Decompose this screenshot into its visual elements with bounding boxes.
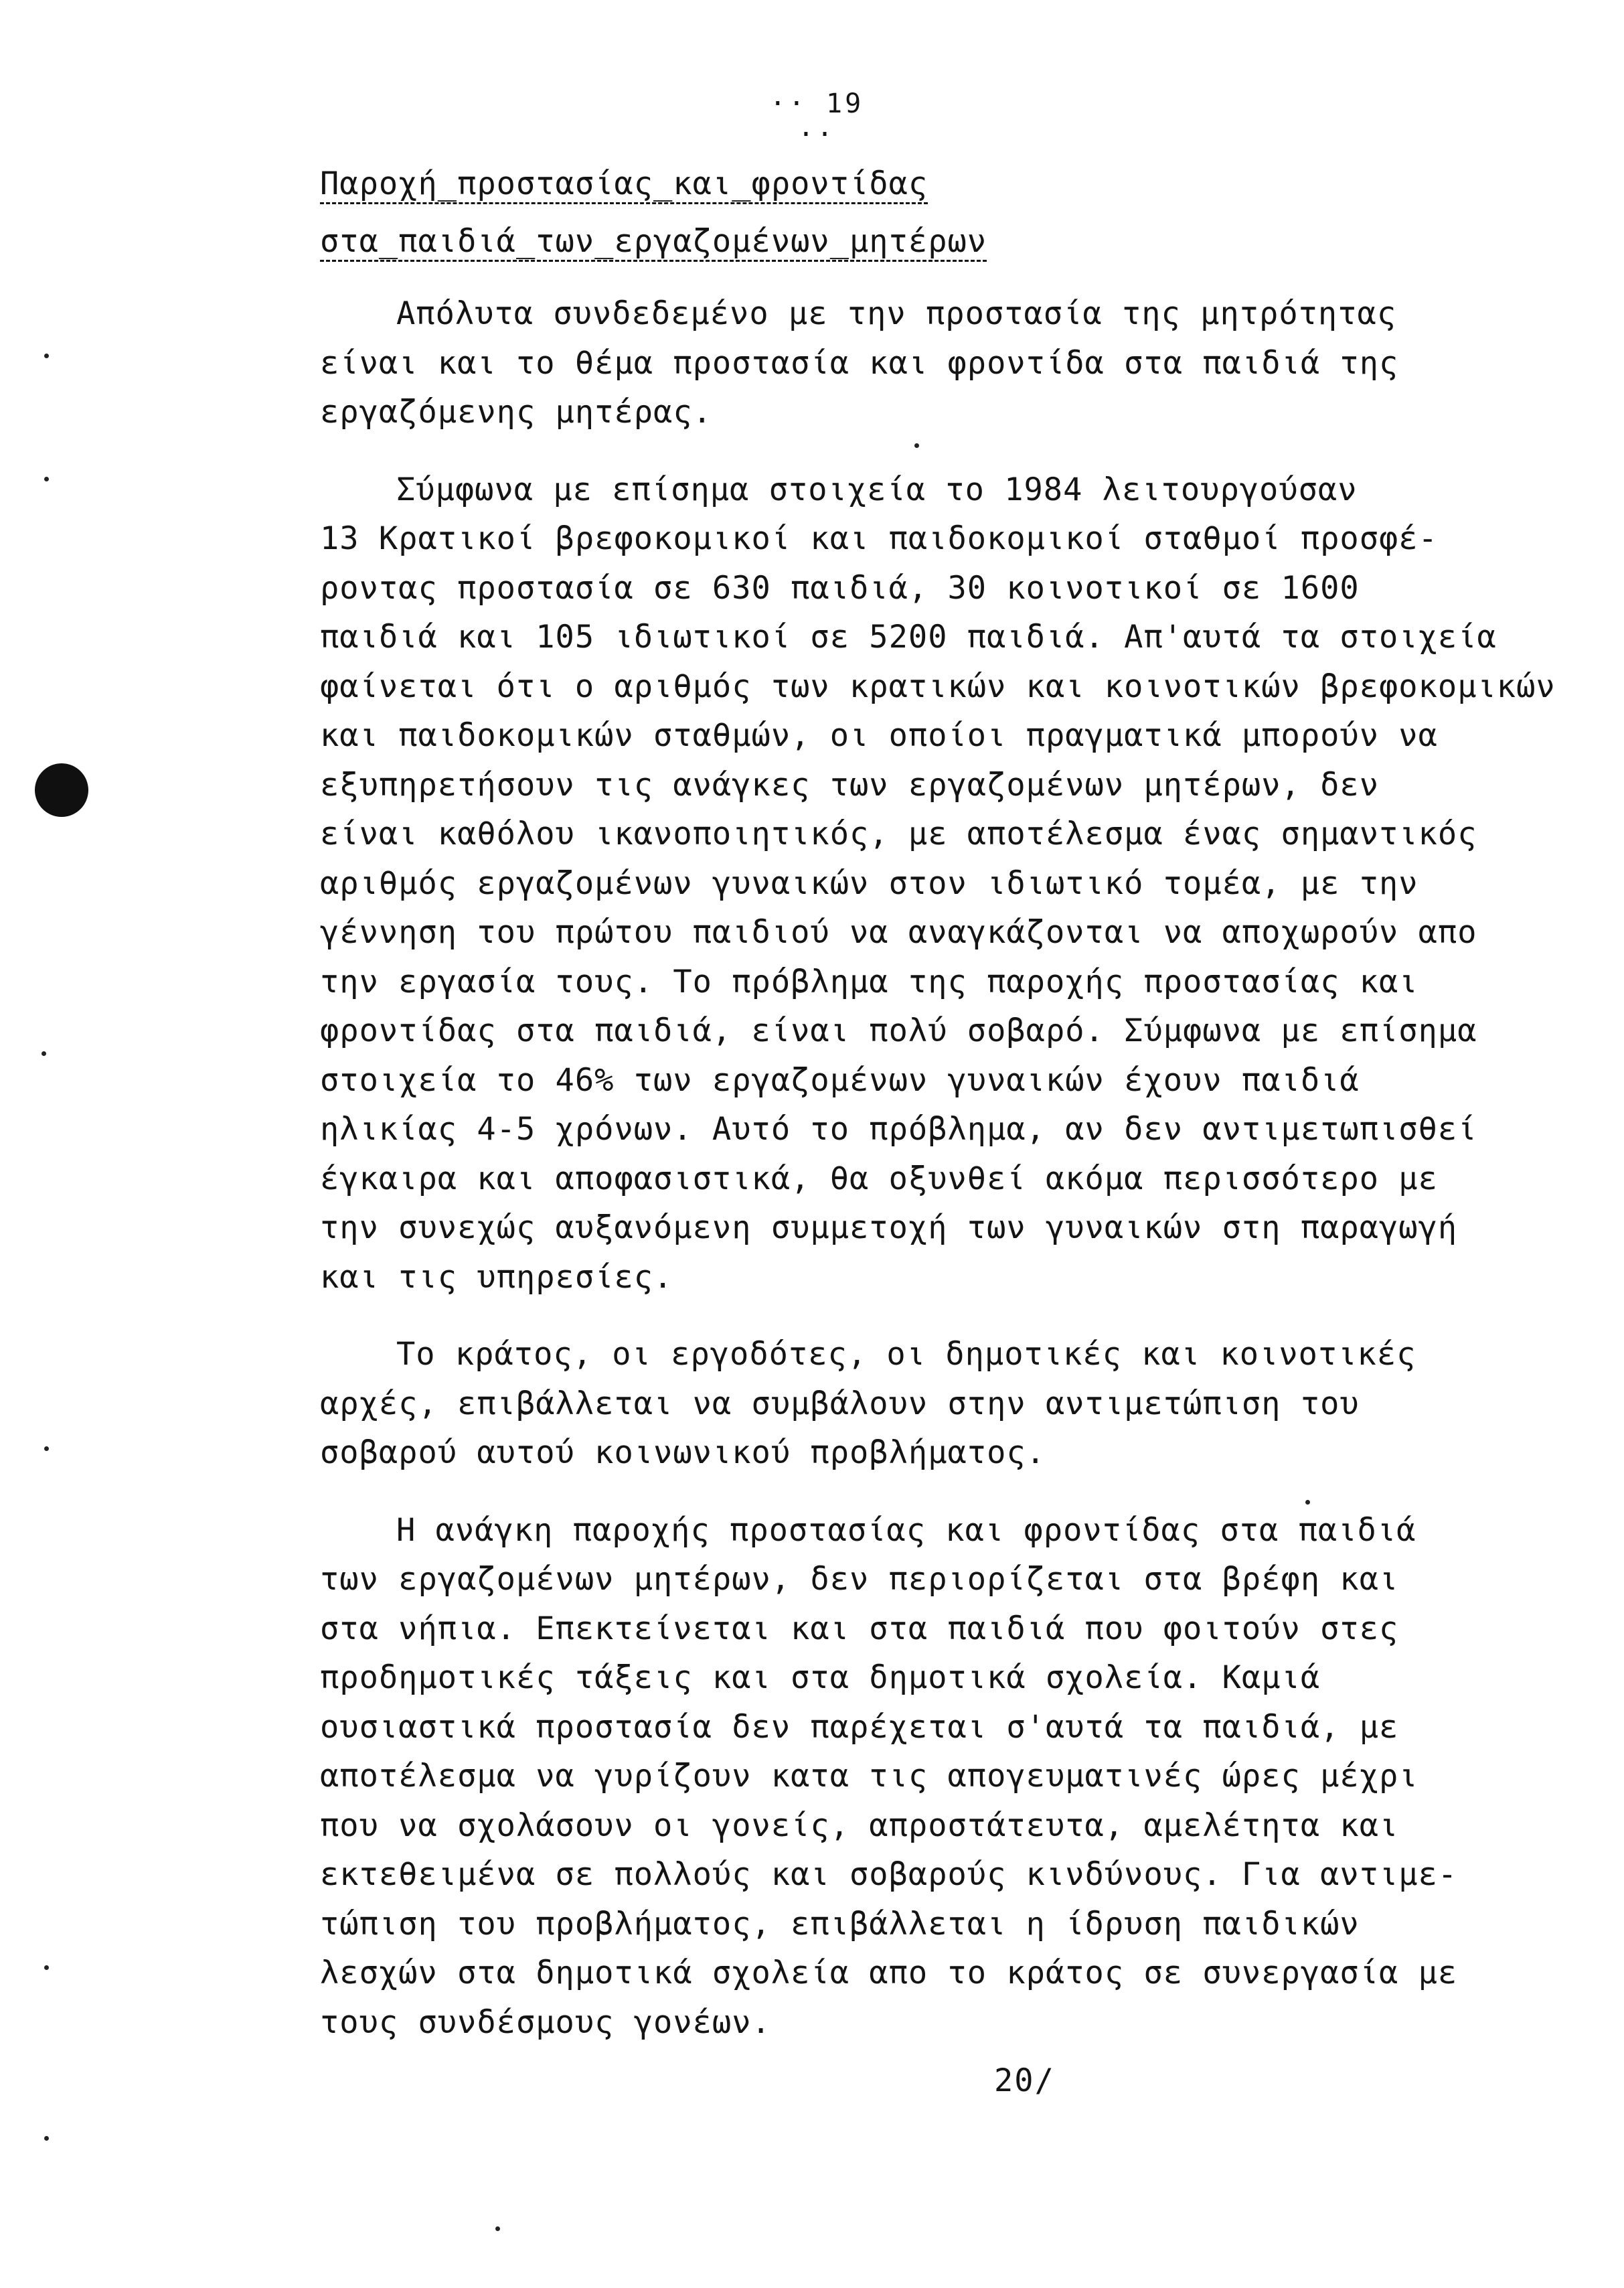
text-line: έγκαιρα και αποφασιστικά, θα οξυνθεί ακόμα περισσότερο με <box>320 1160 1438 1197</box>
text-line: λεσχών στα δημοτικά σχολεία απο το κράτος σε συνεργασία με <box>320 1955 1458 1991</box>
text-line: στα νήπια. Επεκτείνεται και στα παιδιά που φοιτούν στες <box>320 1610 1399 1647</box>
text-line: εκτεθειμένα σε πολλούς και σοβαρούς κινδύνους. Για αντιμε- <box>320 1856 1458 1893</box>
text-line: φροντίδας στα παιδιά, είναι πολύ σοβαρό. Σύμφωνα με επίσημα <box>320 1012 1477 1049</box>
text-line: σοβαρού αυτού κοινωνικού προβλήματος. <box>320 1434 1046 1471</box>
text-line: ουσιαστικά προστασία δεν παρέχεται σ'αυτά τα παιδιά, με <box>320 1708 1399 1746</box>
text-line: αρχές, επιβάλλεται να συμβάλουν στην αντιμετώπιση του <box>320 1385 1360 1422</box>
scan-speck <box>44 1965 49 1970</box>
text-line: αριθμός εργαζομένων γυναικών στον ιδιωτικό τομέα, με την <box>320 864 1418 902</box>
text-line: Το κράτος, οι εργοδότες, οι δημοτικές και κοινοτικές <box>396 1336 1416 1373</box>
text-line: εξυπηρετήσουν τις ανάγκες των εργαζομένων μητέρων, δεν <box>320 766 1380 804</box>
page-number: ·· 19 ·· <box>769 88 864 150</box>
text-line: των εργαζομένων μητέρων, δεν περιορίζεται στα βρέφη και <box>320 1561 1399 1598</box>
paragraph <box>320 465 1556 1302</box>
text-line: γέννηση του πρώτου παιδιού να αναγκάζονται να αποχωρούν απο <box>320 914 1477 951</box>
text-line: Απόλυτα συνδεδεμένο με την προστασία της μητρότητας <box>396 295 1397 332</box>
paragraph <box>320 1330 1525 1478</box>
scan-speck <box>495 2226 500 2231</box>
heading-line-2: στα_παιδιά_των_εργαζομένων_μητέρων <box>320 223 987 260</box>
text-line: φαίνεται ότι ο αριθμός των κρατικών και κοινοτικών βρεφοκομικών <box>320 668 1556 705</box>
text-line: είναι καθόλου ικανοποιητικός, με αποτέλεσμα ένας σημαντικός <box>320 816 1477 852</box>
paragraph <box>320 289 1525 437</box>
text-line: αποτέλεσμα να γυρίζουν κατα τις απογευματινές ώρες μέχρι <box>320 1758 1418 1795</box>
scan-speck <box>914 443 919 448</box>
text-line: τώπιση του προβλήματος, επιβάλλεται η ίδρυση παιδικών <box>320 1905 1360 1942</box>
scan-speck <box>42 1051 46 1056</box>
text-line: που να σχολάσουν οι γονείς, απροστάτευτα, αμελέτητα και <box>320 1807 1399 1844</box>
continuation-marker: 20/ <box>994 2062 1055 2099</box>
text-line: παιδιά και 105 ιδιωτικοί σε 5200 παιδιά. Απ'αυτά τα στοιχεία <box>320 619 1497 656</box>
text-line: και παιδοκομικών σταθμών, οι οποίοι πραγματικά μπορούν να <box>320 717 1438 754</box>
scan-speck <box>44 2136 49 2141</box>
text-line: την συνεχώς αυξανόμενη συμμετοχή των γυναικών στη παραγωγή <box>320 1209 1458 1246</box>
text-line: την εργασία τους. Το πρόβλημα της παροχής προστασίας και <box>320 963 1418 1000</box>
text-line: Σύμφωνα με επίσημα στοιχεία το 1984 λειτουργούσαν <box>396 471 1358 508</box>
paragraph <box>320 1506 1525 2048</box>
text-line: είναι και το θέμα προστασία και φροντίδα στα παιδιά της <box>320 344 1399 382</box>
text-line: εργαζόμενης μητέρας. <box>320 394 712 431</box>
section-heading <box>320 155 987 271</box>
text-line: ροντας προστασία σε 630 παιδιά, 30 κοινοτικοί σε 1600 <box>320 569 1360 607</box>
scan-speck <box>44 354 49 358</box>
text-line: και τις υπηρεσίες. <box>320 1258 673 1296</box>
body-text <box>320 289 1556 2047</box>
heading-line-1: Παροχή_προστασίας_και_φροντίδας <box>320 165 928 202</box>
text-line: στοιχεία το 46% των εργαζομένων γυναικών έχουν παιδιά <box>320 1061 1360 1099</box>
scan-speck <box>44 1446 49 1451</box>
text-line: τους συνδέσμους γονέων. <box>320 2003 771 2041</box>
text-line: προδημοτικές τάξεις και στα δημοτικά σχολεία. Καμιά <box>320 1659 1321 1696</box>
punch-hole-mark <box>35 763 88 817</box>
text-line: ηλικίας 4-5 χρόνων. Αυτό το πρόβλημα, αν δεν αντιμετωπισθεί <box>320 1111 1477 1148</box>
text-line: Η ανάγκη παροχής προστασίας και φροντίδας στα παιδιά <box>396 1511 1416 1549</box>
text-line: 13 Κρατικοί βρεφοκομικοί και παιδοκομικοί σταθμοί προσφέ- <box>320 520 1438 557</box>
scan-speck <box>1305 1500 1310 1505</box>
scan-speck <box>44 477 49 481</box>
